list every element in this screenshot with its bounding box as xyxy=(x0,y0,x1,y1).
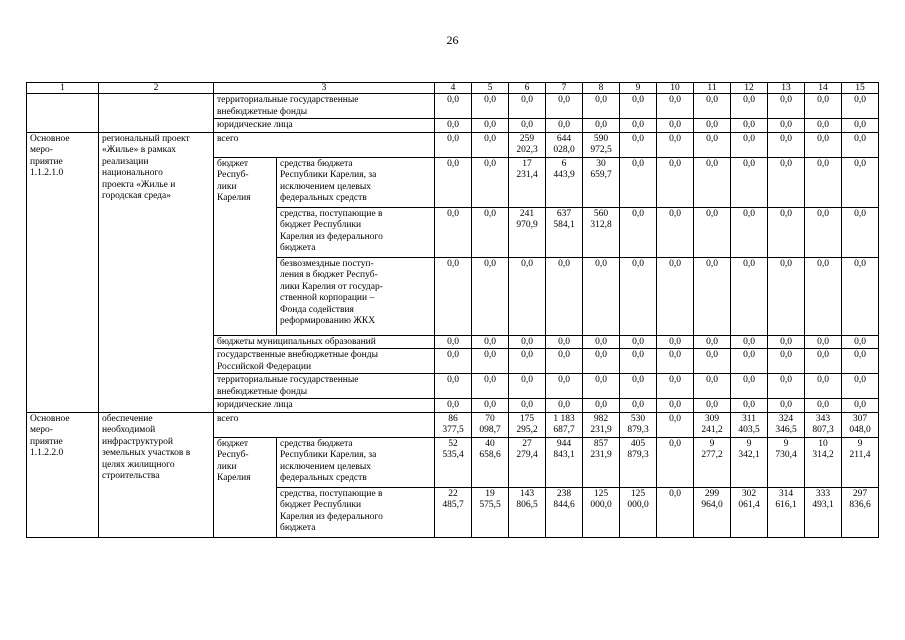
value-cell: 0,0 xyxy=(842,335,879,349)
value-cell: 125 000,0 xyxy=(583,487,620,537)
value-cell: 0,0 xyxy=(731,335,768,349)
value-cell: 0,0 xyxy=(546,374,583,399)
source-label: территориальные государственные внебюджетные фонды xyxy=(214,374,435,399)
value-cell: 0,0 xyxy=(583,257,620,335)
table-row xyxy=(27,94,879,119)
value-cell: 0,0 xyxy=(657,487,694,537)
value-cell: 0,0 xyxy=(842,257,879,335)
value-cell: 314 616,1 xyxy=(768,487,805,537)
value-cell: 0,0 xyxy=(842,132,879,157)
value-cell: 311 403,5 xyxy=(731,412,768,437)
header-cell: 2 xyxy=(99,83,214,94)
value-cell: 0,0 xyxy=(620,349,657,374)
value-cell: 9 342,1 xyxy=(731,437,768,487)
value-cell: 0,0 xyxy=(657,207,694,257)
value-cell: 0,0 xyxy=(657,374,694,399)
header-row xyxy=(27,83,879,94)
value-cell: 0,0 xyxy=(509,119,546,133)
value-cell: 944 843,1 xyxy=(546,437,583,487)
value-cell: 0,0 xyxy=(694,257,731,335)
value-cell: 0,0 xyxy=(842,207,879,257)
value-cell: 0,0 xyxy=(657,437,694,487)
value-cell: 297 836,6 xyxy=(842,487,879,537)
value-cell: 0,0 xyxy=(472,257,509,335)
value-cell: 0,0 xyxy=(435,257,472,335)
value-cell: 0,0 xyxy=(805,399,842,413)
value-cell: 0,0 xyxy=(435,132,472,157)
table-row xyxy=(27,132,879,157)
source-label: бюджеты муниципальных образований xyxy=(214,335,435,349)
value-cell: 27 279,4 xyxy=(509,437,546,487)
value-cell: 0,0 xyxy=(546,335,583,349)
header-cell: 10 xyxy=(657,83,694,94)
value-cell: 259 202,3 xyxy=(509,132,546,157)
value-cell: 0,0 xyxy=(842,119,879,133)
header-cell: 4 xyxy=(435,83,472,94)
value-cell: 0,0 xyxy=(805,207,842,257)
value-cell: 0,0 xyxy=(842,349,879,374)
value-cell: 0,0 xyxy=(435,119,472,133)
value-cell: 0,0 xyxy=(583,349,620,374)
value-cell: 0,0 xyxy=(694,207,731,257)
value-cell: 0,0 xyxy=(805,257,842,335)
value-cell: 0,0 xyxy=(768,132,805,157)
value-cell: 0,0 xyxy=(620,157,657,207)
value-cell: 0,0 xyxy=(768,399,805,413)
value-cell: 0,0 xyxy=(842,399,879,413)
value-cell: 0,0 xyxy=(768,349,805,374)
value-cell: 0,0 xyxy=(620,374,657,399)
value-cell: 0,0 xyxy=(657,257,694,335)
value-cell: 0,0 xyxy=(731,132,768,157)
value-cell: 0,0 xyxy=(620,132,657,157)
value-cell: 0,0 xyxy=(805,374,842,399)
value-cell: 0,0 xyxy=(694,349,731,374)
header-cell: 8 xyxy=(583,83,620,94)
value-cell: 530 879,3 xyxy=(620,412,657,437)
value-cell: 0,0 xyxy=(694,335,731,349)
sub-source-label: средства бюджета Республики Карелия, за исключением целевых федеральных средств xyxy=(277,157,435,207)
value-cell: 0,0 xyxy=(768,94,805,119)
value-cell: 0,0 xyxy=(435,374,472,399)
value-cell: 0,0 xyxy=(620,257,657,335)
total-label: всего xyxy=(214,412,435,437)
value-cell: 0,0 xyxy=(731,399,768,413)
value-cell: 0,0 xyxy=(657,335,694,349)
value-cell: 0,0 xyxy=(805,335,842,349)
value-cell: 637 584,1 xyxy=(546,207,583,257)
budget-karelia-label: бюджет Респуб- лики Карелия xyxy=(214,157,277,335)
value-cell: 302 061,4 xyxy=(731,487,768,537)
value-cell: 0,0 xyxy=(731,207,768,257)
value-cell: 0,0 xyxy=(472,399,509,413)
header-cell: 5 xyxy=(472,83,509,94)
value-cell: 0,0 xyxy=(731,157,768,207)
value-cell: 0,0 xyxy=(768,374,805,399)
header-cell: 9 xyxy=(620,83,657,94)
value-cell: 0,0 xyxy=(842,374,879,399)
value-cell: 0,0 xyxy=(509,257,546,335)
event-cell: Основное меро- приятие 1.1.2.2.0 xyxy=(27,412,99,537)
header-cell: 3 xyxy=(214,83,435,94)
source-label: государственные внебюджетные фонды Российской Федерации xyxy=(214,349,435,374)
value-cell: 0,0 xyxy=(842,94,879,119)
value-cell: 10 314,2 xyxy=(805,437,842,487)
value-cell: 125 000,0 xyxy=(620,487,657,537)
value-cell: 86 377,5 xyxy=(435,412,472,437)
value-cell: 307 048,0 xyxy=(842,412,879,437)
value-cell: 9 277,2 xyxy=(694,437,731,487)
sub-source-label: средства, поступающие в бюджет Республики Карелия из федерального бюджета xyxy=(277,207,435,257)
value-cell: 299 964,0 xyxy=(694,487,731,537)
value-cell: 0,0 xyxy=(731,374,768,399)
header-cell: 11 xyxy=(694,83,731,94)
value-cell: 40 658,6 xyxy=(472,437,509,487)
value-cell: 0,0 xyxy=(546,94,583,119)
value-cell: 309 241,2 xyxy=(694,412,731,437)
value-cell: 0,0 xyxy=(472,207,509,257)
value-cell: 0,0 xyxy=(694,157,731,207)
value-cell: 0,0 xyxy=(694,132,731,157)
value-cell: 0,0 xyxy=(694,374,731,399)
value-cell: 0,0 xyxy=(768,119,805,133)
value-cell: 0,0 xyxy=(620,335,657,349)
project-cell xyxy=(99,94,214,133)
total-label: всего xyxy=(214,132,435,157)
value-cell: 857 231,9 xyxy=(583,437,620,487)
value-cell: 0,0 xyxy=(694,119,731,133)
header-cell: 6 xyxy=(509,83,546,94)
value-cell: 0,0 xyxy=(509,94,546,119)
value-cell: 405 879,3 xyxy=(620,437,657,487)
value-cell: 52 535,4 xyxy=(435,437,472,487)
value-cell: 0,0 xyxy=(472,132,509,157)
value-cell: 0,0 xyxy=(768,335,805,349)
sub-source-label: средства бюджета Республики Карелия, за исключением целевых федеральных средств xyxy=(277,437,435,487)
event-cell: Основное меро- приятие 1.1.2.1.0 xyxy=(27,132,99,412)
value-cell: 0,0 xyxy=(472,335,509,349)
value-cell: 0,0 xyxy=(805,94,842,119)
value-cell: 0,0 xyxy=(509,374,546,399)
value-cell: 70 098,7 xyxy=(472,412,509,437)
value-cell: 0,0 xyxy=(805,157,842,207)
source-label: юридические лица xyxy=(214,399,435,413)
header-cell: 12 xyxy=(731,83,768,94)
budget-table xyxy=(26,82,879,538)
value-cell: 590 972,5 xyxy=(583,132,620,157)
header-cell: 1 xyxy=(27,83,99,94)
value-cell: 0,0 xyxy=(620,94,657,119)
project-cell: региональный проект «Жилье» в рамках реализации национального проекта «Жилье и городская среда» xyxy=(99,132,214,412)
value-cell: 0,0 xyxy=(657,412,694,437)
value-cell: 0,0 xyxy=(472,157,509,207)
header-cell: 15 xyxy=(842,83,879,94)
value-cell: 0,0 xyxy=(435,349,472,374)
value-cell: 19 575,5 xyxy=(472,487,509,537)
value-cell: 0,0 xyxy=(546,399,583,413)
value-cell: 9 211,4 xyxy=(842,437,879,487)
value-cell: 0,0 xyxy=(620,119,657,133)
value-cell: 143 806,5 xyxy=(509,487,546,537)
value-cell: 175 295,2 xyxy=(509,412,546,437)
value-cell: 0,0 xyxy=(435,207,472,257)
value-cell: 0,0 xyxy=(657,349,694,374)
value-cell: 0,0 xyxy=(583,119,620,133)
budget-karelia-label: бюджет Респуб- лики Карелия xyxy=(214,437,277,537)
value-cell: 0,0 xyxy=(842,157,879,207)
value-cell: 0,0 xyxy=(472,119,509,133)
value-cell: 0,0 xyxy=(435,399,472,413)
value-cell: 0,0 xyxy=(435,157,472,207)
page-number: 26 xyxy=(446,33,459,47)
value-cell: 0,0 xyxy=(509,335,546,349)
value-cell: 17 231,4 xyxy=(509,157,546,207)
header-cell: 7 xyxy=(546,83,583,94)
value-cell: 0,0 xyxy=(509,399,546,413)
value-cell: 0,0 xyxy=(546,349,583,374)
event-cell xyxy=(27,94,99,133)
value-cell: 0,0 xyxy=(583,399,620,413)
value-cell: 0,0 xyxy=(805,349,842,374)
value-cell: 0,0 xyxy=(620,207,657,257)
value-cell: 644 028,0 xyxy=(546,132,583,157)
value-cell: 0,0 xyxy=(731,119,768,133)
value-cell: 0,0 xyxy=(731,349,768,374)
value-cell: 0,0 xyxy=(694,399,731,413)
value-cell: 9 730,4 xyxy=(768,437,805,487)
value-cell: 560 312,8 xyxy=(583,207,620,257)
value-cell: 0,0 xyxy=(472,94,509,119)
table-row xyxy=(27,412,879,437)
value-cell: 0,0 xyxy=(805,119,842,133)
value-cell: 0,0 xyxy=(768,207,805,257)
value-cell: 343 807,3 xyxy=(805,412,842,437)
value-cell: 0,0 xyxy=(509,349,546,374)
value-cell: 241 970,9 xyxy=(509,207,546,257)
value-cell: 0,0 xyxy=(583,335,620,349)
value-cell: 1 183 687,7 xyxy=(546,412,583,437)
header-cell: 14 xyxy=(805,83,842,94)
value-cell: 30 659,7 xyxy=(583,157,620,207)
value-cell: 0,0 xyxy=(472,349,509,374)
source-label: юридические лица xyxy=(214,119,435,133)
value-cell: 0,0 xyxy=(657,94,694,119)
sub-source-label: средства, поступающие в бюджет Республики Карелия из федерального бюджета xyxy=(277,487,435,537)
value-cell: 0,0 xyxy=(657,132,694,157)
value-cell: 0,0 xyxy=(731,94,768,119)
value-cell: 333 493,1 xyxy=(805,487,842,537)
sub-source-label: безвозмездные поступ- ления в бюджет Респуб- лики Карелия от государ- ственной корпорации – Фонда содействия реформированию ЖКХ xyxy=(277,257,435,335)
value-cell: 0,0 xyxy=(583,374,620,399)
value-cell: 0,0 xyxy=(805,132,842,157)
value-cell: 0,0 xyxy=(546,257,583,335)
value-cell: 0,0 xyxy=(472,374,509,399)
value-cell: 0,0 xyxy=(435,94,472,119)
value-cell: 0,0 xyxy=(657,157,694,207)
value-cell: 0,0 xyxy=(583,94,620,119)
header-cell: 13 xyxy=(768,83,805,94)
value-cell: 22 485,7 xyxy=(435,487,472,537)
value-cell: 238 844,6 xyxy=(546,487,583,537)
value-cell: 0,0 xyxy=(620,399,657,413)
value-cell: 0,0 xyxy=(435,335,472,349)
value-cell: 982 231,9 xyxy=(583,412,620,437)
source-label: территориальные государственные внебюджетные фонды xyxy=(214,94,435,119)
value-cell: 6 443,9 xyxy=(546,157,583,207)
value-cell: 0,0 xyxy=(546,119,583,133)
value-cell: 0,0 xyxy=(694,94,731,119)
value-cell: 0,0 xyxy=(657,399,694,413)
value-cell: 0,0 xyxy=(768,157,805,207)
value-cell: 0,0 xyxy=(731,257,768,335)
project-cell: обеспечение необходимой инфраструктурой земельных участков в целях жилищного строительства xyxy=(99,412,214,537)
value-cell: 0,0 xyxy=(657,119,694,133)
value-cell: 0,0 xyxy=(768,257,805,335)
value-cell: 324 346,5 xyxy=(768,412,805,437)
